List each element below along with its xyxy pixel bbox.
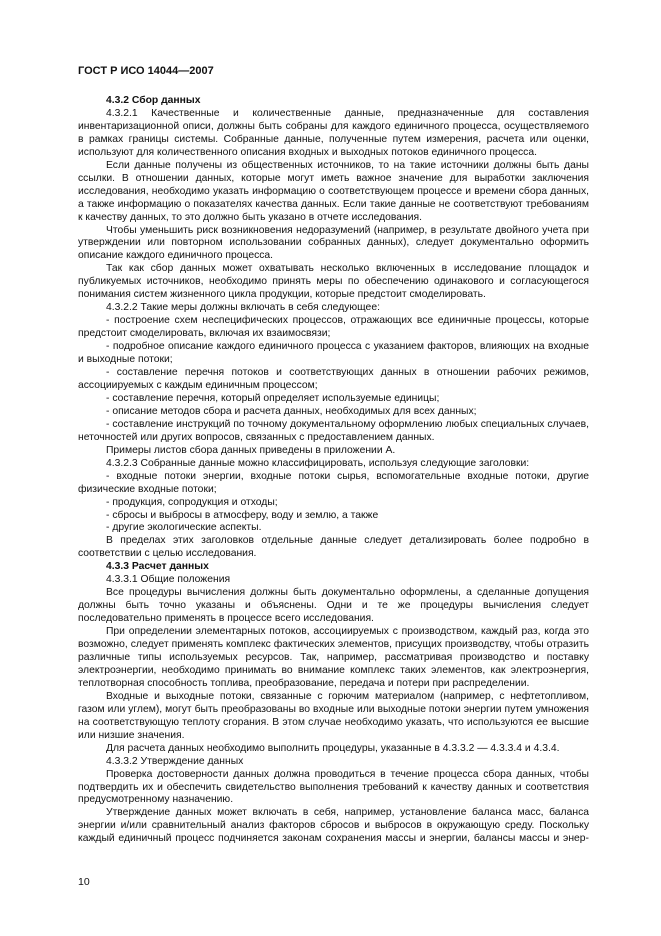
paragraph: - составление перечня потоков и соответствующих данных в отношении рабочих режимов, ассоциируемых с каждым единичным процессом; — [78, 367, 589, 391]
paragraph: Примеры листов сбора данных приведены в приложении А. — [106, 444, 396, 456]
paragraph: - входные потоки энергии, входные потоки сырья, вспомогательные входные потоки, другие физические входные потоки; — [78, 470, 589, 495]
page-number: 10 — [78, 876, 90, 888]
paragraph: Все процедуры вычисления должны быть документально оформлены, а сделанные допущения должны быть точно указаны и объяснены. Одни и те же процедуры вычисления следует последовательно применять в процессе всего исследования. — [78, 587, 589, 625]
paragraph: В пределах этих заголовков отдельные данные следует детализировать более подробно в соответствии с целью исследования. — [78, 535, 589, 560]
paragraph: - составление инструкций по точному документальному оформлению любых специальных случаев, неточностей или других вопросов, связанных с предоставлением данных. — [78, 418, 589, 443]
paragraph: Входные и выходные потоки, связанные с горючим материалом (например, с нефтетопливом, газом или углем), могут быть преобразованы во входные или выходные потоки энергии путем умножения на соответствующую теплоту сгорания. В этом случае необходимо указать, что используются ее высшие или низшие значения. — [78, 690, 589, 741]
paragraph: Для расчета данных необходимо выполнить процедуры, указанные в 4.3.3.2 — 4.3.3.4 и 4.3.4. — [106, 742, 560, 754]
section-heading: 4.3.2 Сбор данных — [106, 95, 201, 106]
document-body — [78, 95, 589, 846]
paragraph: - составление перечня, который определяет используемые единицы; — [106, 392, 440, 404]
document-header: ГОСТ Р ИСО 14044—2007 — [78, 65, 214, 77]
paragraph: 4.3.2.1 Качественные и количественные данные, предназначенные для составления инвентаризационной описи, должны быть собраны для каждого единичного процесса, осуществляемого в рамках границы системы. Собранные данные, полученные путем измерения, расчета или оценки, используют для количественного описания входных и выходных потоков единичного процесса. — [78, 107, 589, 158]
section-heading: 4.3.3 Расчет данных — [106, 561, 209, 573]
paragraph: 4.3.2.3 Собранные данные можно классифицировать, используя следующие заголовки: — [106, 457, 530, 469]
paragraph: Так как сбор данных может охватывать несколько включенных в исследование площадок и публикуемых источников, необходимо принять меры по обеспечению одинакового и согласующегося понимания систем жизненного цикла продукции, которые предстоит смоделировать. — [78, 263, 589, 301]
paragraph: Проверка достоверности данных должна проводиться в течение процесса сбора данных, чтобы подтвердить их и обеспечить свидетельство выполнения требований к качеству данных и соответствия предусмотренному назначению. — [78, 768, 589, 806]
paragraph: - построение схем неспецифических процессов, отражающих все единичные процессы, которые предстоит смоделировать, включая их взаимосвязи; — [78, 315, 589, 340]
paragraph: - подробное описание каждого единичного процесса с указанием факторов, влияющих на входные и выходные потоки; — [78, 341, 589, 366]
paragraph: 4.3.3.1 Общие положения — [106, 574, 231, 586]
paragraph: 4.3.2.2 Такие меры должны включать в себя следующее: — [106, 302, 380, 314]
paragraph: - описание методов сбора и расчета данных, необходимых для всех данных; — [106, 405, 477, 417]
paragraph: Чтобы уменьшить риск возникновения недоразумений (например, в результате двойного учета при утверждении или повторном использовании собранных данных), следует документально оформить описание каждого единичного процесса. — [78, 224, 589, 262]
paragraph: Утверждение данных может включать в себя, например, установление баланса масс, баланса энергии и/или сравнительный анализ факторов сбросов и выбросов в окружающую среду. Поскольку каждый единичный процесс подчиняется законам сохранения массы и энергии, балансы массы и энер- — [78, 807, 589, 845]
paragraph: - сбросы и выбросы в атмосферу, воду и землю, а также — [106, 509, 379, 521]
paragraph: 4.3.3.2 Утверждение данных — [106, 755, 244, 767]
paragraph: При определении элементарных потоков, ассоциируемых с производством, каждый раз, когда это возможно, следует применять комплекс фактических элементов, присущих производству, чтобы отразить различные типы используемых ресурсов. Так, например, рассматривая производство и поставку электроэнергии, необходимо принимать во внимание комплекс таких элементов, как электроэнергия, теплотворная способность топлива, преобразование, передача и потери при распределении. — [78, 626, 589, 689]
paragraph: Если данные получены из общественных источников, то на такие источники должны быть даны ссылки. В отношении данных, которые могут иметь важное значение для выработки заключения исследования, необходимо указать информацию о соответствующем процессе и времени сбора данных, а также информацию о показателях качества данных. Если такие данные не соответствуют требованиям к качеству данных, то это должно быть указано в отчете исследования. — [78, 159, 589, 223]
paragraph: - продукция, сопродукция и отходы; — [106, 496, 278, 508]
paragraph: - другие экологические аспекты. — [106, 522, 262, 534]
